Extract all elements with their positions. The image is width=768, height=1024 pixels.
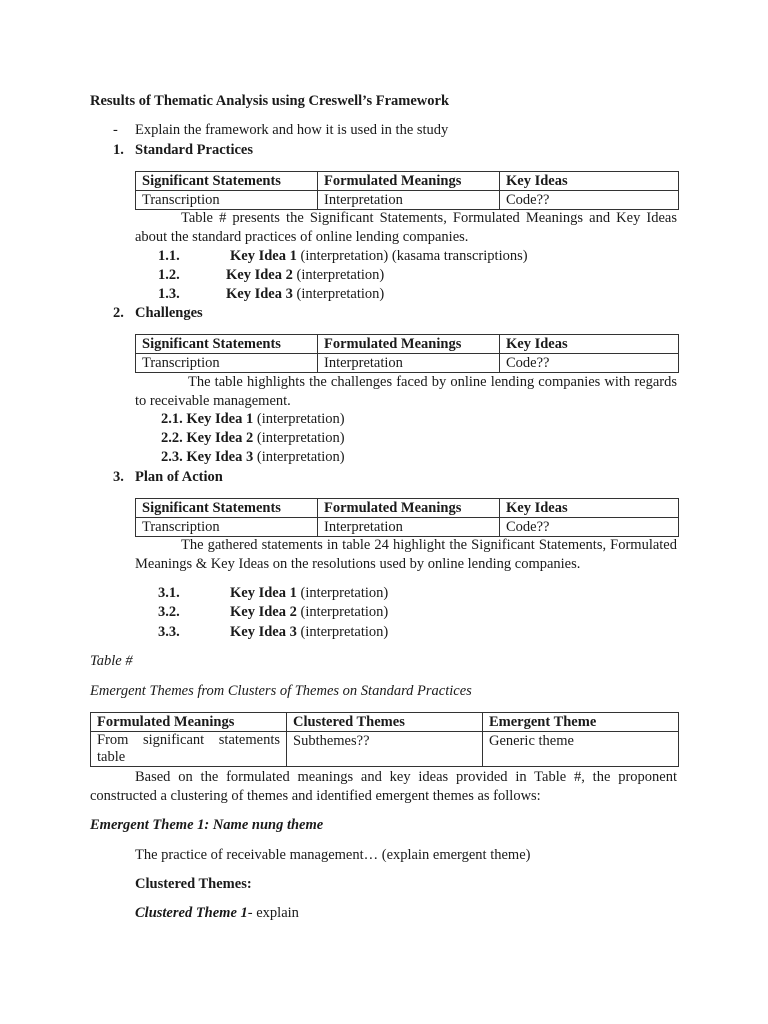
- table-header-row: [91, 713, 679, 732]
- bullet-text: Explain the framework and how it is used in the study: [135, 122, 449, 138]
- table-header-cell: Significant Statements: [136, 172, 318, 191]
- table-cell: Interpretation: [318, 191, 500, 210]
- key-idea-label: Key Idea 2: [186, 430, 254, 446]
- key-idea-label: Key Idea 3: [226, 286, 293, 302]
- table-caption: Emergent Themes from Clusters of Themes on Standard Practices: [90, 683, 472, 699]
- table-header-row: [136, 499, 679, 518]
- idea-number: 1.1.: [158, 248, 180, 264]
- clustered-theme: [135, 905, 299, 922]
- key-idea-interpretation: (interpretation): [300, 585, 389, 601]
- section-paragraph: Table # presents the Significant Statements, Formulated Meanings and Key Ideas about the standard practices of online lending companies.: [135, 210, 677, 245]
- key-idea: [161, 449, 345, 466]
- table-cell: Subthemes??: [287, 732, 483, 767]
- clustered-themes-heading: Clustered Themes:: [135, 876, 252, 892]
- key-ideas-table: [135, 498, 679, 537]
- page-title: Results of Thematic Analysis using Creswell’s Framework: [90, 93, 450, 109]
- closing-paragraph: Based on the formulated meanings and key ideas provided in Table #, the proponent constructed a clustering of themes and identified emergent themes as follows:: [90, 769, 677, 804]
- table-cell: From significant statements table: [91, 732, 287, 767]
- table-header-cell: Formulated Meanings: [318, 172, 500, 191]
- idea-number: 2.1.: [161, 411, 183, 427]
- key-ideas-table: [135, 334, 679, 373]
- section-number: 3.: [113, 469, 124, 485]
- key-idea-interpretation: (interpretation): [256, 430, 345, 446]
- key-idea-label: Key Idea 3: [230, 624, 297, 640]
- key-idea-interpretation: (interpretation): [300, 624, 389, 640]
- key-idea: [230, 585, 388, 602]
- bullet-mark: -: [113, 122, 118, 138]
- idea-number: 1.3.: [158, 286, 180, 302]
- key-idea-interpretation: (interpretation): [300, 604, 389, 620]
- key-idea: [226, 267, 384, 284]
- key-idea: [230, 604, 388, 621]
- table-header-cell: Significant Statements: [136, 335, 318, 354]
- table-row: [136, 354, 679, 373]
- key-idea-label: Key Idea 1: [230, 585, 297, 601]
- idea-number: 2.3.: [161, 449, 183, 465]
- emergent-theme-heading: Emergent Theme 1: Name nung theme: [90, 817, 324, 833]
- table-header-cell: Formulated Meanings: [91, 713, 287, 732]
- idea-number: 3.1.: [158, 585, 180, 601]
- section-heading: Plan of Action: [135, 469, 223, 485]
- key-idea-interpretation: (interpretation): [296, 286, 385, 302]
- table-header-cell: Significant Statements: [136, 499, 318, 518]
- key-idea-label: Key Idea 1: [186, 411, 254, 427]
- table-cell: Generic theme: [483, 732, 679, 767]
- key-idea: [161, 411, 345, 428]
- table-cell: Transcription: [136, 518, 318, 537]
- table-cell: Interpretation: [318, 518, 500, 537]
- table-header-cell: Key Ideas: [500, 335, 679, 354]
- idea-number: 1.2.: [158, 267, 180, 283]
- table-row: [136, 191, 679, 210]
- key-idea-label: Key Idea 3: [186, 449, 254, 465]
- section-number: 1.: [113, 142, 124, 158]
- key-idea-label: Key Idea 2: [226, 267, 293, 283]
- table-header-cell: Key Ideas: [500, 499, 679, 518]
- table-header-cell: Clustered Themes: [287, 713, 483, 732]
- table-label: Table #: [90, 653, 133, 669]
- section-number: 2.: [113, 305, 124, 321]
- key-idea: [226, 286, 384, 303]
- idea-number: 3.3.: [158, 624, 180, 640]
- idea-number: 2.2.: [161, 430, 183, 446]
- section-heading: Challenges: [135, 305, 203, 321]
- table-header-row: [136, 172, 679, 191]
- key-idea-note: (kasama transcriptions): [391, 248, 528, 264]
- key-idea-interpretation: (interpretation): [300, 248, 389, 264]
- idea-number: 3.2.: [158, 604, 180, 620]
- table-header-cell: Formulated Meanings: [318, 499, 500, 518]
- table-header-cell: Key Ideas: [500, 172, 679, 191]
- key-idea: [230, 248, 528, 265]
- clustered-theme-label: Clustered Theme 1: [135, 905, 248, 921]
- key-idea-interpretation: (interpretation): [296, 267, 385, 283]
- key-idea-interpretation: (interpretation): [256, 411, 345, 427]
- key-idea: [230, 624, 388, 641]
- table-cell: Transcription: [136, 191, 318, 210]
- table-cell: Interpretation: [318, 354, 500, 373]
- emergent-theme-text: The practice of receivable management… (explain emergent theme): [135, 847, 531, 863]
- section-paragraph: The gathered statements in table 24 highlight the Significant Statements, Formulated Meanings & Key Ideas on the resolutions used by online lending companies.: [135, 537, 677, 572]
- table-row: [136, 518, 679, 537]
- key-idea-label: Key Idea 2: [230, 604, 297, 620]
- emergent-themes-table: [90, 712, 679, 767]
- table-header-cell: Emergent Theme: [483, 713, 679, 732]
- section-paragraph: The table highlights the challenges faced by online lending companies with regards to receivable management.: [135, 374, 677, 409]
- clustered-theme-text: - explain: [247, 905, 299, 921]
- key-idea-label: Key Idea 1: [230, 248, 297, 264]
- table-header-row: [136, 335, 679, 354]
- table-cell: Transcription: [136, 354, 318, 373]
- table-cell: Code??: [500, 191, 679, 210]
- table-row: [91, 732, 679, 767]
- section-heading: Standard Practices: [135, 142, 253, 158]
- table-cell: Code??: [500, 518, 679, 537]
- table-cell: Code??: [500, 354, 679, 373]
- key-idea: [161, 430, 345, 447]
- table-header-cell: Formulated Meanings: [318, 335, 500, 354]
- key-ideas-table: [135, 171, 679, 210]
- key-idea-interpretation: (interpretation): [256, 449, 345, 465]
